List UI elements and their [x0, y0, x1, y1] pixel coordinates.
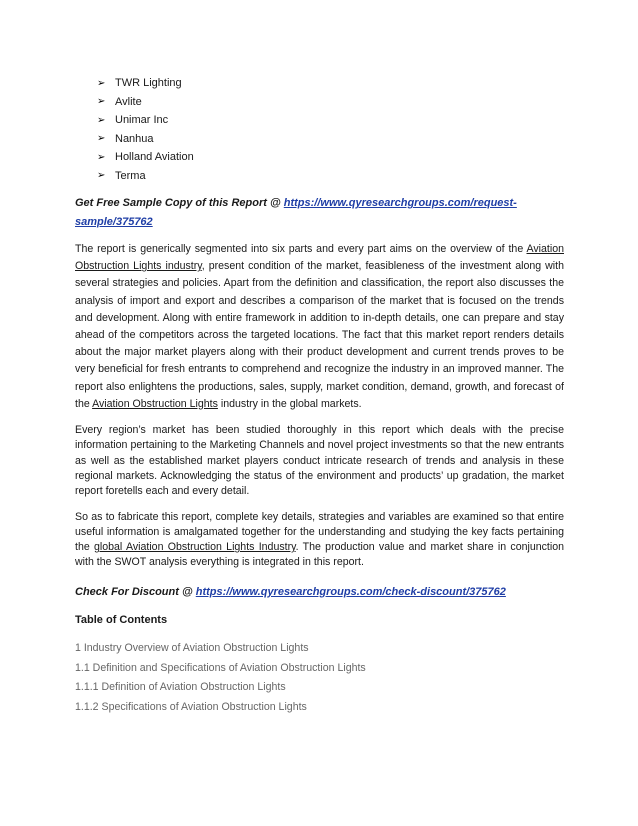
arrow-bullet-icon: ➢ [97, 133, 106, 145]
arrow-bullet-icon: ➢ [97, 77, 106, 89]
list-item [97, 148, 564, 167]
toc-item: 1 Industry Overview of Aviation Obstruction Lights [75, 642, 309, 655]
text-run: The report is generically segmented into six parts and every part aims on the overview of the [75, 243, 527, 255]
company-list [75, 74, 564, 185]
company-name: Avlite [115, 95, 142, 108]
company-name: Unimar Inc [115, 114, 169, 127]
list-item [97, 74, 564, 93]
arrow-bullet-icon: ➢ [97, 151, 106, 163]
discount-line [75, 583, 564, 602]
toc-heading: Table of Contents [75, 614, 168, 627]
sample-request-line [75, 194, 564, 231]
text-run: , present condition of the market, feasibleness of the investment along with several strategies and policies. Apart from the definition and classification, the report also discusses the analysis of import and export and describes a comparison of the market that is focused on the trends and development. Along with entire framework in addition to in-depth details, one can prepare and stay ahead of the competitors across the targeted locations. The fact that this market report renders details about the major market players along with their product development and current trends proves to be very beneficial for fresh entrants to comprehend and recognize the industry in an improved manner. The report also enlightens the productions, sales, supply, market condition, demand, growth, and forecast of the [75, 260, 564, 410]
list-item [97, 167, 564, 186]
discount-label: Check For Discount @ [75, 585, 196, 598]
sample-label: Get Free Sample Copy of this Report @ [75, 197, 284, 209]
industry-link[interactable]: Aviation Obstruction Lights [92, 397, 218, 410]
industry-link[interactable]: global Aviation Obstruction Lights Industry [94, 541, 296, 554]
company-name: Nanhua [115, 132, 154, 145]
arrow-bullet-icon: ➢ [97, 96, 106, 108]
arrow-bullet-icon: ➢ [97, 170, 106, 182]
arrow-bullet-icon: ➢ [97, 114, 106, 126]
sample-link[interactable]: https://www.qyresearchgroups.com/request-sample/375762 [75, 197, 517, 228]
toc-item: 1.1 Definition and Specifications of Aviation Obstruction Lights [75, 661, 366, 674]
industry-link[interactable]: Aviation Obstruction Lights industry [75, 243, 564, 273]
table-of-contents [75, 639, 564, 717]
toc-item: 1.1.2 Specifications of Aviation Obstruction Lights [75, 700, 307, 713]
text-run: industry in the global markets. [217, 397, 362, 410]
paragraph-overview [75, 241, 564, 413]
company-name: Terma [115, 169, 146, 182]
company-name: TWR Lighting [115, 77, 182, 90]
list-item [97, 130, 564, 149]
list-item [97, 93, 564, 112]
paragraph-regions: Every region’s market has been studied thoroughly in this report which deals with the precise information pertaining to the Marketing Channels and novel project investments so that the new entrants as well as the established market players conduct intricate research of trends and analysis in these regional markets. Acknowledging the status of the environment and products’ up gradation, the market report foretells each and every detail. [75, 424, 564, 498]
discount-link[interactable]: https://www.qyresearchgroups.com/check-discount/375762 [195, 585, 506, 598]
paragraph-fabricate [75, 510, 564, 571]
list-item [97, 111, 564, 130]
toc-item: 1.1.1 Definition of Aviation Obstruction Lights [75, 681, 286, 694]
text-run: . The production value and market share in conjunction with the SWOT analysis everything is integrated in this report. [75, 541, 565, 569]
company-name: Holland Aviation [115, 151, 194, 164]
text-run: So as to fabricate this report, complete key details, strategies and variables are examined so that entire useful information is amalgamated together for the understanding and studying the key facts pertaining the [75, 510, 564, 554]
